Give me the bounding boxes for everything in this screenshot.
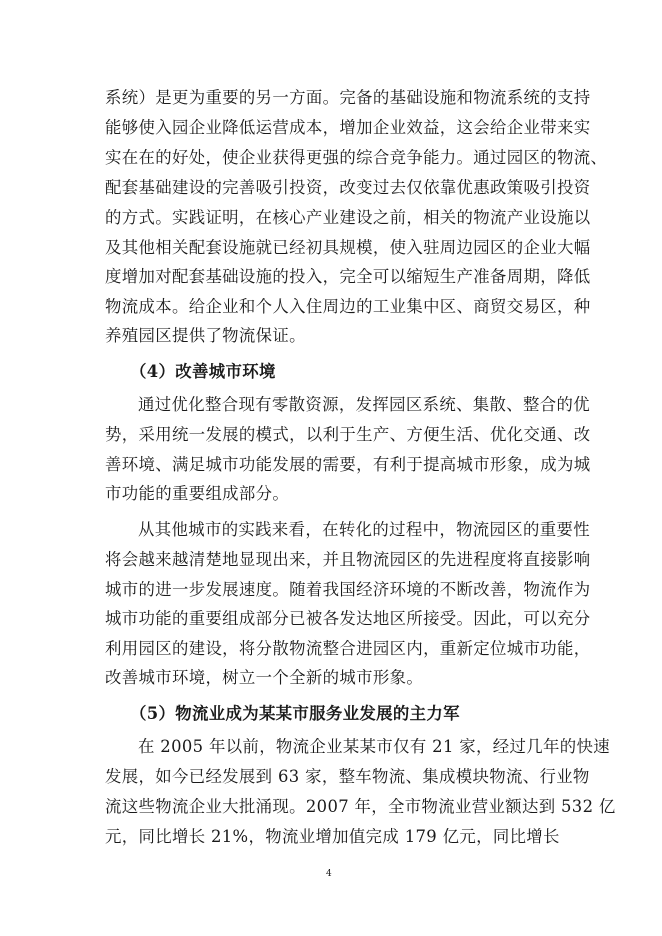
- paragraph-line: 势，采用统一发展的模式，以利于生产、方便生活、优化交通、改: [105, 425, 591, 444]
- paragraph-line: 物流成本。给企业和个人入住周边的工业集中区、商贸交易区，种: [105, 297, 591, 316]
- paragraph-line: 市功能的重要组成部分。: [105, 484, 290, 503]
- paragraph-line: 利用园区的建设，将分散物流整合进园区内，重新定位城市功能，: [105, 639, 591, 658]
- paragraph-line: 配套基础建设的完善吸引投资，改变过去仅依靠优惠政策吸引投资: [105, 178, 591, 197]
- paragraph-line: 从其他城市的实践来看，在转化的过程中，物流园区的重要性: [138, 520, 590, 539]
- section-heading: （5）物流业成为某某市服务业发展的主力军: [130, 704, 460, 723]
- paragraph-line: 在 2005 年以前，物流企业某某市仅有 21 家，经过几年的快速: [138, 737, 610, 756]
- paragraph-line: 改善城市环境，树立一个全新的城市形象。: [105, 668, 424, 687]
- paragraph-line: 实在在的好处，使企业获得更强的综合竞争能力。通过园区的物流、: [105, 148, 608, 167]
- paragraph-line: 系统）是更为重要的另一方面。完备的基础设施和物流系统的支持: [105, 88, 591, 107]
- paragraph-line: 的方式。实践证明，在核心产业建设之前，相关的物流产业设施以: [105, 208, 591, 227]
- paragraph-line: 养殖园区提供了物流保证。: [105, 326, 306, 345]
- paragraph-line: 及其他相关配套设施就已经初具规模，使入驻周边园区的企业大幅: [105, 238, 591, 257]
- paragraph-line: 元，同比增长 21%，物流业增加值完成 179 亿元，同比增长: [105, 827, 560, 846]
- paragraph-line: 城市功能的重要组成部分已被各发达地区所接受。因此，可以充分: [105, 609, 591, 628]
- paragraph-line: 通过优化整合现有零散资源，发挥园区系统、集散、整合的优: [138, 395, 590, 414]
- paragraph-line: 发展，如今已经发展到 63 家，整车物流、集成模块物流、行业物: [105, 767, 590, 786]
- paragraph-line: 善环境、满足城市功能发展的需要，有利于提高城市形象，成为城: [105, 455, 591, 474]
- paragraph-line: 能够使入园企业降低运营成本，增加企业效益，这会给企业带来实: [105, 118, 591, 137]
- section-heading: （4）改善城市环境: [130, 362, 276, 381]
- paragraph-line: 度增加对配套基础设施的投入，完全可以缩短生产准备周期，降低: [105, 267, 591, 286]
- paragraph-line: 流这些物流企业大批涌现。2007 年，全市物流业营业额达到 532 亿: [105, 797, 616, 816]
- paragraph-line: 城市的进一步发展速度。随着我国经济环境的不断改善，物流作为: [105, 580, 591, 599]
- page-number: 4: [326, 869, 332, 879]
- paragraph-line: 将会越来越清楚地显现出来，并且物流园区的先进程度将直接影响: [105, 550, 591, 569]
